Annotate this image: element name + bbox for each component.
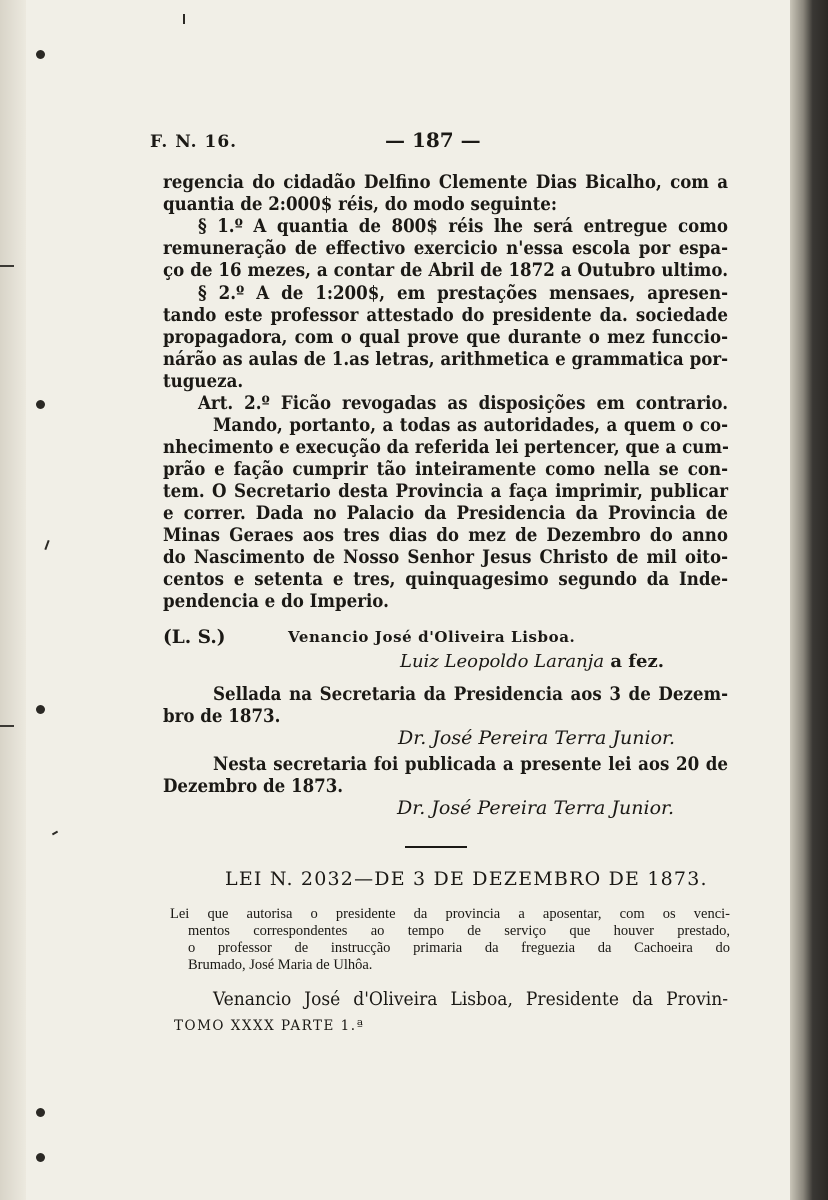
body-line: e correr. Dada no Palacio da Presidencia da Provincia de (163, 503, 728, 524)
published-line: Dezembro de 1873. (163, 776, 344, 797)
page-header (150, 128, 730, 158)
president-signature: Venancio José d'Oliveira Lisboa. (288, 628, 576, 646)
body-line: nárão as aulas de 1.as letras, arithmetica e grammatica por- (163, 349, 728, 370)
body-line: nhecimento e execução da referida lei pertencer, que a cum- (163, 437, 729, 458)
summary-line: o professor de instrucção primaria da freguezia da Cachoeira do (188, 940, 730, 956)
page-left-edge (0, 0, 26, 1200)
body-line: Art. 2.º Ficão revogadas as disposições em contrario. (198, 393, 728, 414)
clerk-line (400, 651, 664, 672)
section-divider (405, 846, 467, 848)
sealed-line: Sellada na Secretaria da Presidencia aos 3 de Dezem- (213, 684, 728, 705)
body-line: ço de 16 mezes, a contar de Abril de 1872 a Outubro ultimo. (163, 260, 728, 281)
binding-hole (36, 705, 45, 714)
body-line: propagadora, com o qual prove que durante o mez funccio- (163, 327, 728, 348)
published-line: Nesta secretaria foi publicada a presente lei aos 20 de (213, 754, 728, 775)
sealed-line: bro de 1873. (163, 706, 281, 727)
body-line: prão e fação cumprir tão inteiramente como nella se con- (163, 459, 728, 480)
body-line: tando este professor attestado do presidente da. sociedade (163, 305, 728, 326)
body-line: § 2.º A de 1:200$, em prestações mensaes, apresen- (198, 283, 728, 304)
body-line: tem. O Secretario desta Provincia a faça imprimir, publicar (163, 481, 728, 502)
summary-line: Brumado, José Maria de Ulhôa. (188, 957, 373, 973)
body-line: remuneração de effectivo exercicio n'essa escola por espa- (163, 238, 728, 259)
ink-speck (52, 831, 58, 836)
summary-line: Lei que autorisa o presidente da provincia a aposentar, com os venci- (170, 906, 730, 922)
law-opening-line: Venancio José d'Oliveira Lisboa, Presidente da Provin- (213, 988, 728, 1010)
summary-line: mentos correspondentes ao tempo de serviço que houver prestado, (188, 923, 730, 939)
margin-tick (0, 265, 14, 267)
body-line: tugueza. (163, 371, 244, 392)
law-title: LEI N. 2032—DE 3 DE DEZEMBRO DE 1873. (225, 868, 708, 890)
binding-hole (36, 400, 45, 409)
body-line: § 1.º A quantia de 800$ réis lhe será entregue como (198, 216, 728, 237)
body-line: Mando, portanto, a todas as autoridades, a quem o co- (213, 415, 728, 436)
body-line: Minas Geraes aos tres dias do mez de Dezembro do anno (163, 525, 728, 546)
binding-hole (36, 50, 45, 59)
binding-hole (36, 1108, 45, 1117)
page-right-edge (790, 0, 828, 1200)
body-line: quantia de 2:000$ réis, do modo seguinte: (163, 194, 558, 215)
clerk-name: Luiz Leopoldo Laranja (400, 651, 605, 672)
margin-tick (0, 725, 14, 727)
section-reference: F. N. 16. (150, 132, 238, 152)
page-number: — 187 — (385, 128, 481, 152)
clerk-suffix: a fez. (604, 651, 664, 672)
ink-speck (44, 540, 49, 550)
ink-speck (183, 14, 185, 24)
secretary-signature: Dr. José Pereira Terra Junior. (397, 797, 675, 819)
body-line: centos e setenta e tres, quinquagesimo segundo da Inde- (163, 569, 728, 590)
body-line: do Nascimento de Nosso Senhor Jesus Christo de mil oito- (163, 547, 728, 568)
body-line: regencia do cidadão Delfino Clemente Dias Bicalho, com a (163, 172, 728, 193)
seal-mark: (L. S.) (163, 627, 226, 648)
secretary-signature: Dr. José Pereira Terra Junior. (398, 727, 676, 749)
binding-hole (36, 1153, 45, 1162)
volume-footer: TOMO XXXX PARTE 1.ª (174, 1018, 365, 1034)
body-line: pendencia e do Imperio. (163, 591, 389, 612)
